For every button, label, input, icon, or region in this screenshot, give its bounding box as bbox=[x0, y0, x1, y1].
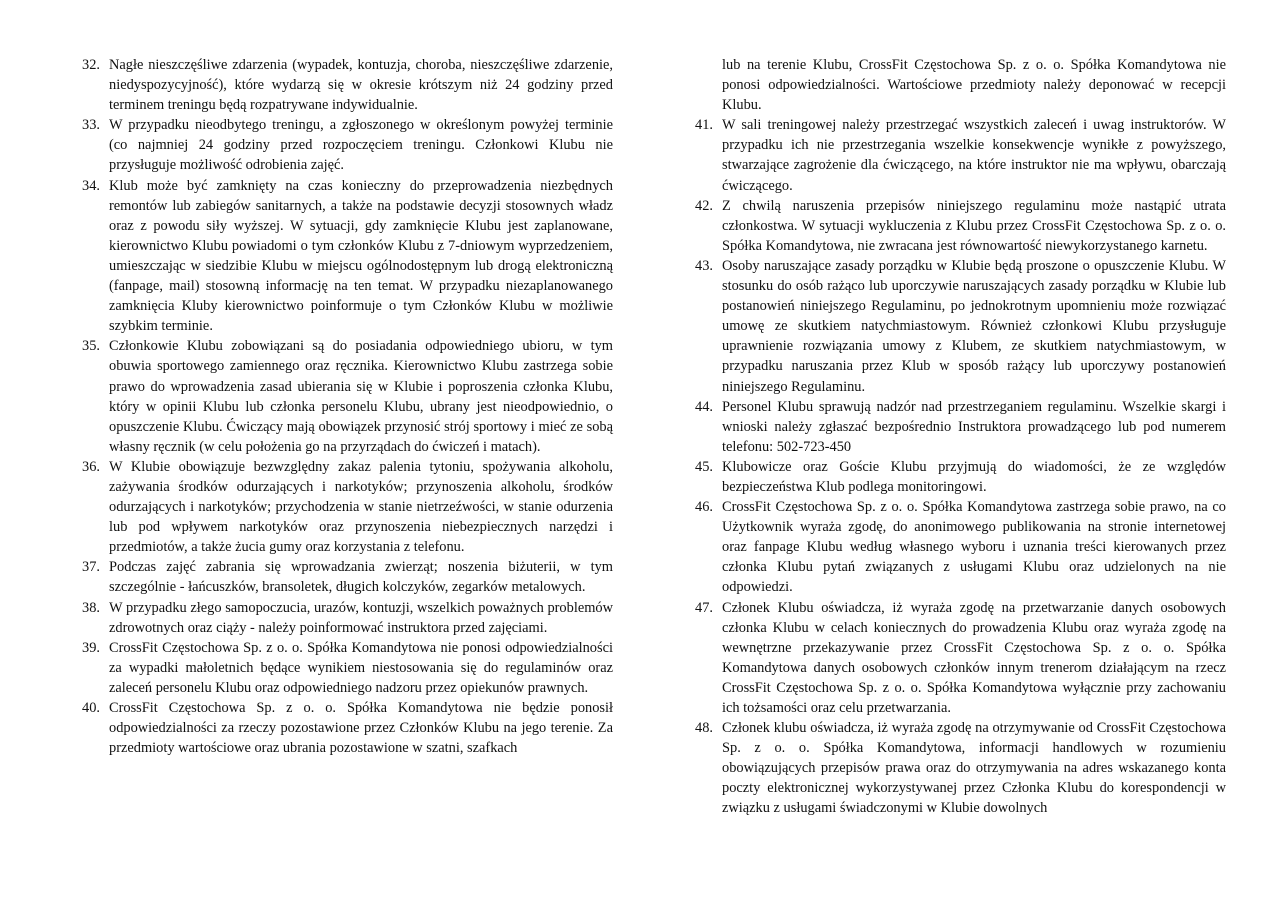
rule-text: W przypadku nieodbytego treningu, a zgłoszonego w określonym powyżej terminie (co najmniej 24 godziny przed rozpoczęciem treningu. Członkowi Klubu nie przysługuje możliwość odrobienia zajęć. bbox=[109, 117, 613, 174]
rule-number: 48. bbox=[695, 720, 713, 737]
rule-text: Podczas zajęć zabrania się wprowadzania zwierząt; noszenia biżuterii, w tym szczególnie - łańcuszków, bransoletek, długich kolczyków, zegarków metalowych. bbox=[109, 559, 613, 596]
rule-item-39 bbox=[82, 638, 613, 698]
rule-number: 41. bbox=[695, 117, 713, 134]
rule-number: 32. bbox=[82, 57, 100, 73]
rule-number: 38. bbox=[82, 599, 100, 616]
rule-number: 34. bbox=[82, 177, 100, 194]
rule-number: 33. bbox=[82, 117, 100, 134]
rule-item-48 bbox=[695, 718, 1226, 818]
rule-number: 36. bbox=[82, 458, 100, 475]
rule-text: Z chwilą naruszenia przepisów niniejszego regulaminu może nastąpić utrata członkostwa. W sytuacji wykluczenia z Klubu przez CrossFit Częstochowa Sp. z o. o. Spółka Komandytowa, nie zwracana jest równowartość niewykorzystanego karnetu. bbox=[722, 197, 1226, 254]
rule-text: CrossFit Częstochowa Sp. z o. o. Spółka Komandytowa nie ponosi odpowiedzialności za wypadki małoletnich będące wynikiem niestosowania się do regulaminów oraz zaleceń personelu Klubu oraz odpowiedniego nadzoru przez opiekunów prawnych. bbox=[109, 639, 613, 696]
rule-number: 46. bbox=[695, 499, 713, 516]
rule-item-41 bbox=[695, 115, 1226, 195]
rule-number: 35. bbox=[82, 338, 100, 355]
rule-number: 39. bbox=[82, 639, 100, 656]
rule-item-46 bbox=[695, 497, 1226, 597]
rule-text: Klub może być zamknięty na czas konieczny do przeprowadzenia niezbędnych remontów lub zabiegów sanitarnych, a także na podstawie decyzji stosownych władz oraz z powodu siły wyższej. W sytuacji, gdy zamknięcie Klubu jest zaplanowane, kierownictwo Klubu powiadomi o tym członków Klubu z 7-dniowym wyprzedzeniem, umieszczając w siedzibie Klubu w miejscu ogólnodostępnym lub drogą elektroniczną (fanpage, mail) stosowną informację na ten temat. W przypadku niezaplanowanego zamknięcia Kluby kierownictwo poinformuje o tym Członków Klubu w możliwie szybkim terminie. bbox=[109, 177, 613, 335]
rule-number: 43. bbox=[695, 257, 713, 274]
right-column bbox=[695, 55, 1226, 819]
left-rules-list bbox=[82, 55, 613, 758]
rule-item-43 bbox=[695, 256, 1226, 397]
left-column bbox=[82, 55, 613, 758]
rule-item-42 bbox=[695, 196, 1226, 256]
rule-text: Członek klubu oświadcza, iż wyraża zgodę na otrzymywanie od CrossFit Częstochowa Sp. z o. o. Spółka Komandytowa, informacji handlowych w rozumieniu obowiązujących przepisów prawa oraz do otrzymywania na adres wskazanego konta poczty elektronicznej wykorzystywanej przez Członka Klubu do korespondencji w związku z usługami świadczonymi w Klubie dowolnych bbox=[722, 720, 1226, 817]
rule-item-36 bbox=[82, 457, 613, 557]
rule-text: Osoby naruszające zasady porządku w Klubie będą proszone o opuszczenie Klubu. W stosunku do osób rażąco lub uporczywie naruszających zasady porządku w Klubie lub postanowień niniejszego Regulaminu, po jednokrotnym upomnieniu może rozwiązać umowę ze skutkiem natychmiastowym. Również członkowi Klubu przysługuje uprawnienie rozwiązania umowy z Klubem, ze skutkiem natychmiastowym, w przypadku naruszania przez Klub w sposób rażący lub uporczywy postanowień niniejszego Regulaminu. bbox=[722, 257, 1226, 395]
right-rules-list bbox=[695, 115, 1226, 818]
rule-item-32 bbox=[82, 55, 613, 115]
rule-text: CrossFit Częstochowa Sp. z o. o. Spółka Komandytowa nie będzie ponosił odpowiedzialności za rzeczy pozostawione przez Członków Klubu na jego terenie. Za przedmioty wartościowe oraz ubrania pozostawione w szatni, szafkach bbox=[109, 700, 613, 757]
rule-item-34 bbox=[82, 176, 613, 337]
rule-number: 37. bbox=[82, 559, 100, 576]
rule-item-45 bbox=[695, 457, 1226, 497]
rule-number: 44. bbox=[695, 398, 713, 415]
rule-number: 40. bbox=[82, 700, 100, 716]
rule-text: W sali treningowej należy przestrzegać wszystkich zaleceń i uwag instruktorów. W przypadku ich nie przestrzegania wszelkie konsekwencje wynikłe z powyższego, stwarzające zagrożenie dla ćwiczącego, na które instruktor nie ma wpływu, obarczają ćwiczącego. bbox=[722, 117, 1226, 194]
rule-item-47 bbox=[695, 598, 1226, 719]
rule-item-44 bbox=[695, 397, 1226, 457]
rule-item-35 bbox=[82, 336, 613, 457]
rule-text: W przypadku złego samopoczucia, urazów, kontuzji, wszelkich poważnych problemów zdrowotnych oraz ciąży - należy poinformować instruktora przed zajęciami. bbox=[109, 599, 613, 636]
rule-text: Personel Klubu sprawują nadzór nad przestrzeganiem regulaminu. Wszelkie skargi i wnioski należy zgłaszać bezpośrednio Instruktora prowadzącego lub pod numerem telefonu: 502-723-450 bbox=[722, 398, 1226, 455]
rule-item-33 bbox=[82, 115, 613, 175]
rule-number: 47. bbox=[695, 599, 713, 616]
rule-40-continuation: lub na terenie Klubu, CrossFit Częstochowa Sp. z o. o. Spółka Komandytowa nie ponosi odpowiedzialności. Wartościowe przedmioty należy deponować w recepcji Klubu. bbox=[722, 57, 1226, 114]
rule-number: 45. bbox=[695, 458, 713, 475]
rule-text: Członek Klubu oświadcza, iż wyraża zgodę na przetwarzanie danych osobowych członka Klubu w celach koniecznych do prowadzenia Klubu oraz wyraża zgodę na wewnętrzne przekazywanie przez CrossFit Częstochowa Sp. z o. o. Spółka Komandytowa danych osobowych członków innym trenerom działającym na rzecz CrossFit Częstochowa Sp. z o. o. Spółka Komandytowa wyłącznie przy zachowaniu ich tożsamości oraz celu przetwarzania. bbox=[722, 599, 1226, 716]
rule-text: Klubowicze oraz Goście Klubu przyjmują do wiadomości, że ze względów bezpieczeństwa Klub podlega monitoringowi. bbox=[722, 458, 1226, 495]
rule-item-37 bbox=[82, 557, 613, 597]
rule-item-40 bbox=[82, 698, 613, 758]
rule-text: W Klubie obowiązuje bezwzględny zakaz palenia tytoniu, spożywania alkoholu, zażywania środków odurzających i narkotyków; przynoszenia alkoholu, środków odurzających i narkotyków; przychodzenia w stanie nietrzeźwości, w stanie odurzenia lub pod wpływem narkotyków oraz przynoszenia niebezpiecznych narzędzi i przedmiotów, a także żucia gumy oraz korzystania z telefonu. bbox=[109, 458, 613, 556]
rule-text: CrossFit Częstochowa Sp. z o. o. Spółka Komandytowa zastrzega sobie prawo, na co Użytkownik wyraża zgodę, do anonimowego publikowania na stronie internetowej oraz fanpage Klubu według własnego wyboru i uznania treści kierowanych przez członka Klubu pytań związanych z usługami Klubu oraz udzielonych na nie odpowiedzi. bbox=[722, 499, 1226, 596]
rule-text: Nagłe nieszczęśliwe zdarzenia (wypadek, kontuzja, choroba, nieszczęśliwe zdarzenie, niedyspozycyjność), które wydarzą się w okresie krótszym niż 24 godziny przed terminem treningu będą rozpatrywane indywidualnie. bbox=[109, 57, 613, 114]
rule-number: 42. bbox=[695, 197, 713, 214]
rule-item-38 bbox=[82, 598, 613, 638]
rule-text: Członkowie Klubu zobowiązani są do posiadania odpowiedniego ubioru, w tym obuwia sportowego zamiennego oraz ręcznika. Kierownictwo Klubu zastrzega sobie prawo do wprowadzenia zasad ubierania się w Klubie i poproszenia członka Klubu, który w opinii Klubu lub członka personelu Klubu, ubrany jest nieodpowiednio, o opuszczenie Klubu. Ćwiczący mają obowiązek przynosić strój sportowy i mieć ze sobą własny ręcznik (w celu położenia go na przyrządach do ćwiczeń i matach). bbox=[109, 338, 613, 455]
